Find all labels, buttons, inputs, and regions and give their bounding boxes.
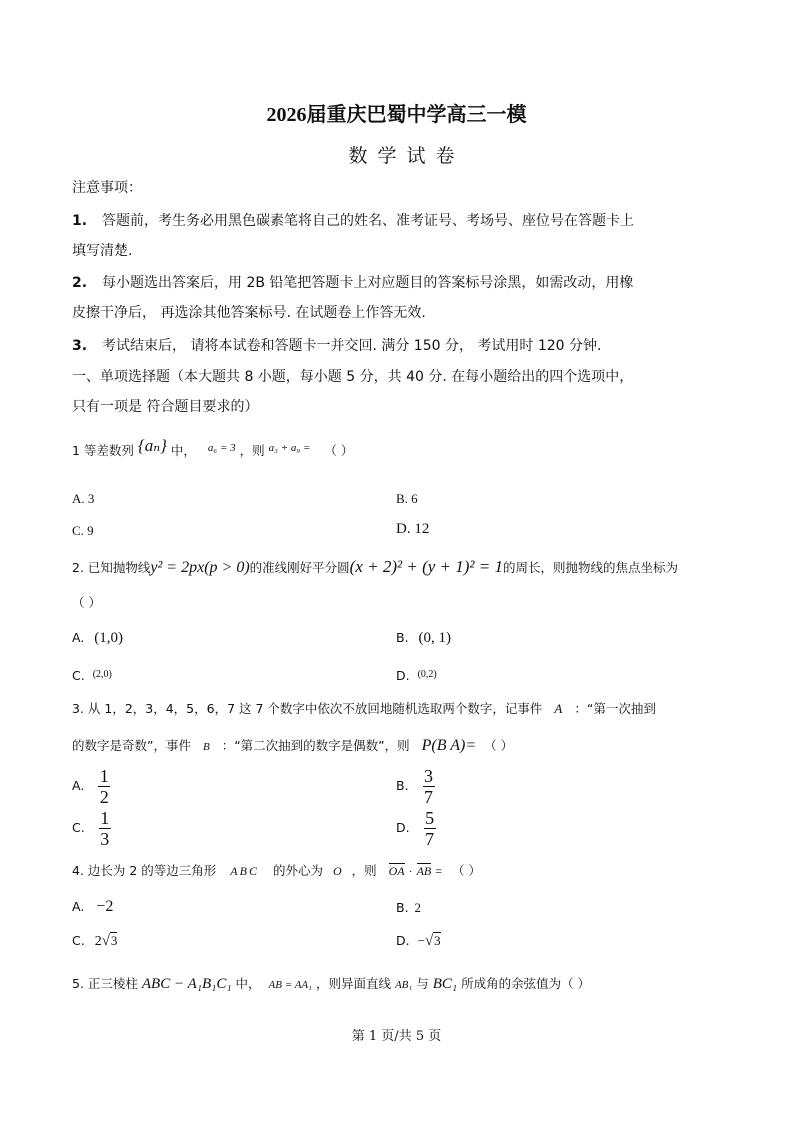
q2-option-d: [396, 668, 437, 683]
q5-condition: AB = AA₁: [268, 979, 312, 991]
q1-blank: （ ）: [324, 443, 354, 458]
option-letter: D.: [396, 933, 410, 948]
question-3-cont: [72, 736, 513, 755]
q2-text: 的准线刚好平分圆: [249, 560, 350, 575]
q3-option-d: [396, 809, 436, 848]
q3-text: ：“第二次抽到的数字是偶数”，则: [221, 738, 410, 753]
q4-triangle: ABC: [230, 864, 259, 878]
question-1: [72, 436, 354, 460]
q5-text: 所成角的余弦值为（ ）: [461, 976, 591, 991]
q4-center: O: [332, 864, 342, 878]
q4-text: ，则: [351, 863, 377, 878]
q4-option-c: [72, 933, 117, 950]
notice-item-2: [72, 272, 633, 292]
q3-text: 的数字是奇数”，事件: [72, 738, 191, 753]
q3-text: 3. 从 1，2，3，4，5，6，7 这 7 个数字中依次不放回地随机选取两个数字，记事件: [72, 701, 543, 716]
q1-option-a: A. 3: [72, 491, 95, 506]
notice-num: 2.: [72, 275, 88, 291]
q4-blank: （ ）: [452, 863, 481, 878]
q4-text: 4. 边长为 2 的等边三角形: [72, 863, 217, 878]
q1-condition: a₆ = 3: [207, 442, 236, 454]
q3-option-a: [72, 767, 110, 806]
question-4: [72, 861, 481, 879]
option-value: −2: [96, 898, 114, 915]
q2-prefix: 2. 已知抛物线: [72, 560, 151, 575]
q4-option-b: [396, 900, 421, 916]
option-value: (2,0): [92, 669, 112, 680]
q2-option-a: [72, 630, 123, 647]
q2-circle: (x + 2)² + (y + 1)² = 1: [349, 557, 503, 576]
section-heading: 一、单项选择题（本大题共 8 小题，每小题 5 分，共 40 分. 在每小题给出的四个选项中，: [72, 369, 634, 385]
q3-event-b: B: [202, 741, 210, 753]
q2-text: 的周长，则抛物线的焦点坐标为: [503, 560, 679, 575]
option-letter: B.: [396, 778, 409, 793]
numerator: 1: [100, 808, 110, 828]
q2-parabola: y² = 2px(p > 0): [150, 559, 250, 576]
option-coefficient: −: [417, 933, 425, 948]
numerator: 3: [424, 766, 434, 786]
exam-title: 2026届重庆巴蜀中学高三一模: [266, 104, 527, 126]
q5-text: 中，: [235, 976, 261, 991]
q1-text: ，则: [239, 443, 265, 458]
q1-option-b: B. 6: [396, 491, 418, 506]
q1-expression: a₃ + a₉ =: [268, 442, 311, 454]
option-radicand: 3: [110, 933, 118, 948]
fraction: [98, 767, 110, 806]
denominator: 7: [424, 787, 434, 807]
notice-text: 答题前，考生务必用黑色碳素笔将自己的姓名、准考证号、考场号、座位号在答题卡上: [102, 213, 634, 229]
option-coefficient: 2: [94, 934, 102, 949]
notice-text: 考试结束后， 请将本试卷和答题卡一并交回. 满分 150 分， 考试用时 120 分钟.: [102, 338, 602, 354]
sqrt-icon: √: [101, 933, 110, 949]
option-letter: B.: [396, 630, 409, 645]
numerator: 5: [425, 808, 435, 828]
option-value: (0, 1): [418, 630, 452, 646]
option-value: (0,2): [417, 669, 437, 680]
sqrt-icon: √: [424, 933, 434, 949]
q5-prism: ABC − A₁B₁C₁: [141, 976, 232, 992]
notice-heading: 注意事项：: [72, 180, 142, 196]
q4-option-d: [396, 933, 441, 950]
fraction: [99, 809, 111, 848]
exam-subtitle: 数学试卷: [348, 145, 465, 167]
q3-option-c: [72, 809, 111, 848]
denominator: 3: [100, 829, 110, 849]
option-radicand: 3: [434, 933, 441, 948]
notice-item-1: [72, 210, 634, 230]
q4-dot: ·: [408, 864, 413, 878]
q5-line-2: BC₁: [432, 976, 458, 992]
q3-option-b: [396, 767, 435, 806]
option-letter: A.: [72, 778, 85, 793]
q5-line-1: AB₁: [394, 979, 413, 991]
q5-text: ，则异面直线: [315, 976, 391, 991]
notice-item-2-cont: 皮擦干净后， 再选涂其他答案标号. 在试题卷上作答无效.: [72, 305, 426, 321]
option-letter: B.: [396, 900, 409, 915]
option-value: 2: [414, 900, 422, 915]
fraction: [424, 809, 436, 848]
q4-option-a: [72, 898, 113, 916]
q1-prefix: 1 等差数列: [72, 443, 134, 458]
fraction: [423, 767, 435, 806]
q2-option-c: [72, 668, 112, 683]
q4-equals: =: [435, 864, 443, 878]
numerator: 1: [99, 766, 109, 786]
q4-vector-oa: OA: [388, 864, 405, 878]
q4-text: 的外心为: [272, 863, 323, 878]
q1-option-d: D. 12: [396, 521, 430, 537]
option-letter: C.: [72, 820, 85, 835]
denominator: 2: [99, 787, 109, 807]
question-2: [72, 557, 678, 577]
notice-item-1-cont: 填写清楚.: [72, 243, 133, 259]
option-letter: D.: [396, 668, 410, 683]
q1-text: 中，: [170, 443, 196, 458]
option-letter: D.: [396, 820, 410, 835]
page-number: 第 1 页/共 5 页: [351, 1029, 442, 1044]
notice-item-3: [72, 335, 602, 355]
section-heading-cont: 只有一项是 符合题目要求的）: [72, 399, 259, 415]
option-value: (1,0): [94, 630, 124, 646]
q3-probability: P(B A)=: [421, 737, 477, 754]
q2-blank: （ ）: [72, 595, 101, 610]
denominator: 7: [425, 829, 435, 849]
option-letter: A.: [72, 899, 85, 914]
notice-text: 每小题选出答案后，用 2B 铅笔把答题卡上对应题目的答案标号涂黑，如需改动，用橡: [102, 275, 634, 291]
option-letter: A.: [72, 630, 85, 645]
option-letter: C.: [72, 933, 85, 948]
notice-num: 1.: [72, 213, 88, 229]
q3-event-a: A: [554, 701, 563, 716]
q1-sequence: {aₙ}: [137, 436, 167, 455]
q5-text: 与: [416, 976, 429, 991]
q1-option-c: C. 9: [72, 523, 94, 538]
q2-option-b: [396, 630, 451, 647]
question-3: [72, 699, 656, 717]
notice-num: 3.: [72, 338, 88, 354]
q5-text: 5. 正三棱柱: [72, 976, 138, 991]
q3-blank: （ ）: [484, 738, 514, 753]
q3-text: ：“第一次抽到: [574, 701, 656, 716]
q4-vector-ab: AB: [416, 864, 432, 878]
question-5: [72, 974, 590, 993]
option-letter: C.: [72, 668, 85, 683]
